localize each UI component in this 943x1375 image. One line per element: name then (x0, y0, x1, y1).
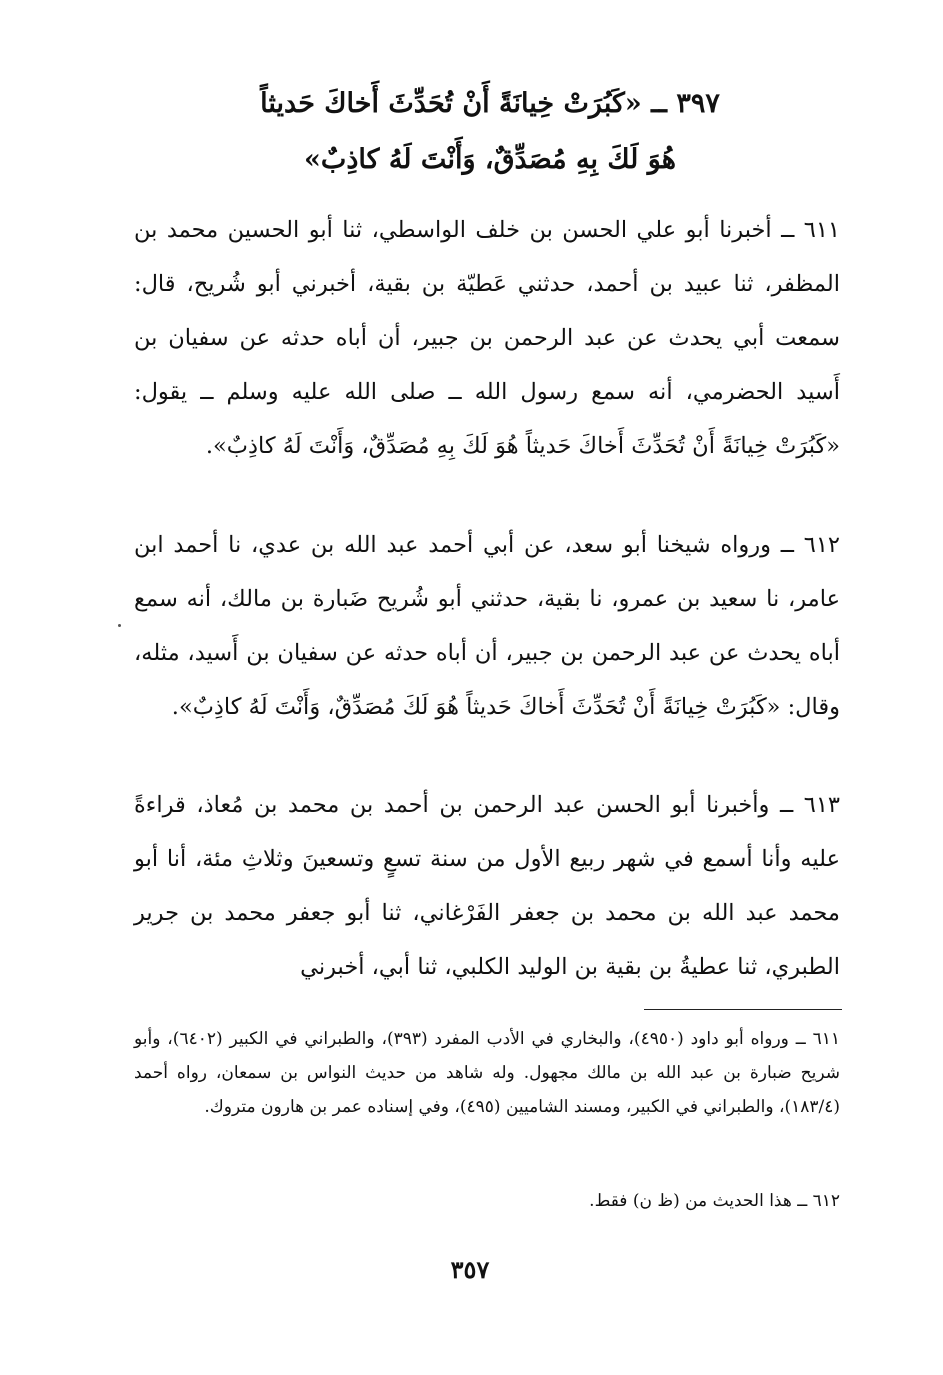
page-number: ٣٥٧ (450, 1255, 490, 1284)
print-speck (118, 624, 121, 627)
hadith-paragraph-613: ٦١٣ ــ وأخبرنا أبو الحسن عبد الرحمن بن أحمد بن محمد بن مُعاذ، قراءةً عليه وأنا أسمع في شهر ربيع الأول من سنة تسعٍ وتسعينَ وثلاثِ مئة، أنا أبو محمد عبد الله بن محمد بن جعفر الفَرْغاني، ثنا أبو جعفر محمد بن جرير الطبري، ثنا عطيةُ بن بقية بن الوليد الكلبي، ثنا أبي، أخبرني (134, 792, 840, 980)
chapter-heading: ٣٩٧ ــ «كَبُرَتْ خِيانَةً أَنْ تُحَدِّثَ أَخاكَ حَديثاً هُوَ لَكَ بِهِ مُصَدِّقٌ، وَأَنْتَ لَهُ كاذِبٌ» (260, 88, 720, 175)
footnote-612: ٦١٢ ــ هذا الحديث من (ظ ن) فقط. (589, 1191, 840, 1211)
footnote-611: ٦١١ ــ ورواه أبو داود (٤٩٥٠)، والبخاري في الأدب المفرد (٣٩٣)، والطبراني في الكبير (٦٤٠٢)، وأبو شريح ضبارة بن عبد الله بن مالك مجهول. وله شاهد من حديث النواس بن سمعان، رواه أحمد (١٨٣/٤)، والطبراني في الكبير، ومسند الشاميين (٤٩٥)، وفي إسناده عمر بن هارون متروك. (134, 1029, 840, 1117)
hadith-paragraph-612: ٦١٢ ــ ورواه شيخنا أبو سعد، عن أبي أحمد عبد الله بن عدي، نا أحمد ابن عامر، نا سعيد بن عمرو، نا بقية، حدثني أبو شُريح ضَبارة بن مالك، أنه سمع أباه يحدث عن عبد الرحمن بن جبير، أن أباه حدثه عن سفيان بن أَسيد، مثله، وقال: «كَبُرَتْ خِيانَةً أَنْ تُحَدِّثَ أَخاكَ حَديثاً هُوَ لَكَ مُصَدِّقٌ، وَأَنْتَ لَهُ كاذِبٌ». (134, 532, 840, 720)
hadith-paragraph-611: ٦١١ ــ أخبرنا أبو علي الحسن بن خلف الواسطي، ثنا أبو الحسين محمد بن المظفر، ثنا عبيد بن أحمد، حدثني عَطيّة بن بقية، أخبرني أبو شُريح، قال: سمعت أبي يحدث عن عبد الرحمن بن جبير، أن أباه حدثه عن سفيان بن أَسيد الحضرمي، أنه سمع رسول الله ــ صلى الله عليه وسلم ــ يقول: «كَبُرَتْ خِيانَةً أَنْ تُحَدِّثَ أَخاكَ حَديثاً هُوَ لَكَ بِهِ مُصَدِّقٌ، وَأَنْتَ لَهُ كاذِبٌ». (134, 217, 840, 459)
footnote-separator (644, 1009, 842, 1010)
